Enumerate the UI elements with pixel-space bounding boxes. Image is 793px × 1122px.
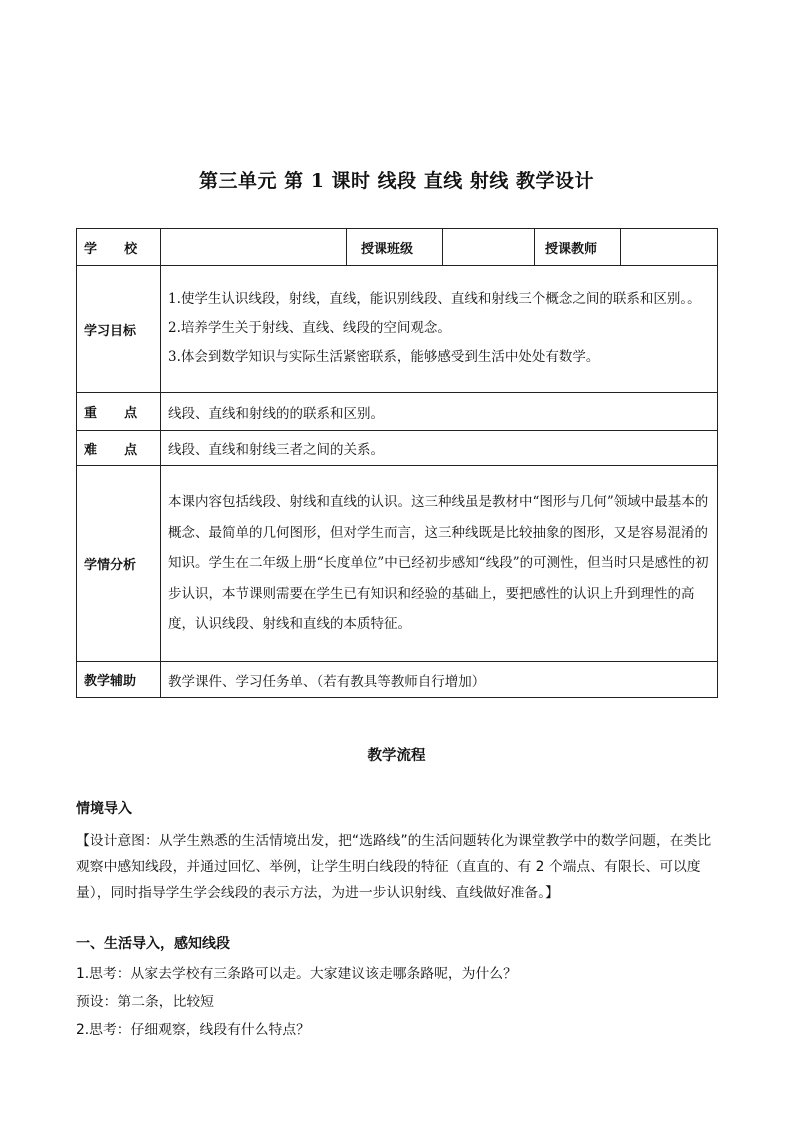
analysis-row	[77, 466, 718, 662]
key-row	[77, 393, 718, 431]
flow-title: 教学流程	[367, 748, 426, 764]
question-2: 2.思考：仔细观察，线段有什么特点？	[76, 1022, 310, 1038]
aids-value: 教学课件、学习任务单、（若有教具等教师自行增加）	[161, 662, 718, 698]
analysis-value: 本课内容包括线段、射线和直线的认识。这三种线虽是教材中“图形与几何”领域中最基本的概念、最简单的几何图形，但对学生而言，这三种线既是比较抽象的图形，又是容易混淆的知识。学生在二年级上册“长度单位”中已经初步感知“线段”的可测性，但当时只是感性的初步认识，本节课则需要在学生已有知识和经验的基础上，要把感性的认识上升到理性的高度，认识线段、射线和直线的本质特征。	[161, 466, 718, 662]
design-intent: 【设计意图：从学生熟悉的生活情境出发，把“选路线”的生活问题转化为课堂教学中的数学问题，在类比观察中感知线段，并通过回忆、举例，让学生明白线段的特征（直直的、有 2 个端点、有限长、可以度量），同时指导学生学会线段的表示方法，为进一步认识射线、直线做好准备。】	[76, 833, 712, 901]
difficult-label-cell	[77, 431, 161, 466]
key-value: 线段、直线和射线的的联系和区别。	[161, 393, 718, 431]
goal-item: 2.培养学生关于射线、直线、线段的空间观念。	[168, 319, 451, 336]
goal-item: 3.体会到数学知识与实际生活紧密联系，能够感受到生活中处处有数学。	[168, 348, 600, 365]
teacher-value-cell	[621, 229, 718, 266]
school-value-cell	[161, 229, 347, 266]
class-label-cell: 授课班级	[347, 229, 443, 266]
goals-cell	[161, 266, 718, 393]
document-title: 第三单元 第 1 课时 线段 直线 射线 教学设计	[198, 170, 595, 192]
section1-heading: 一、生活导入，感知线段	[76, 936, 230, 952]
aids-label: 教学辅助	[77, 662, 161, 698]
goals-row	[77, 266, 718, 393]
preset-answer: 预设：第二条，比较短	[76, 994, 214, 1010]
difficult-value: 线段、直线和射线三者之间的关系。	[161, 431, 718, 466]
school-label-cell	[77, 229, 161, 266]
analysis-label: 学情分析	[77, 466, 161, 662]
question-1: 1.思考：从家去学校有三条路可以走。大家建议该走哪条路呢，为什么？	[76, 966, 517, 982]
teacher-label-cell: 授课教师	[535, 229, 621, 266]
intro-heading: 情境导入	[76, 801, 132, 817]
school-row	[77, 229, 718, 266]
key-label: 重 点	[84, 406, 138, 421]
key-label-cell	[77, 393, 161, 431]
school-label: 学 校	[84, 241, 138, 257]
difficult-row	[77, 431, 718, 466]
difficult-label: 难 点	[84, 442, 138, 458]
aids-row	[77, 662, 718, 698]
goal-item: 1.使学生认识线段，射线，直线，能识别线段、直线和射线三个概念之间的联系和区别。。	[168, 290, 701, 307]
goals-label: 学习目标	[77, 266, 161, 393]
class-value-cell	[443, 229, 535, 266]
lesson-info-table	[76, 228, 718, 698]
